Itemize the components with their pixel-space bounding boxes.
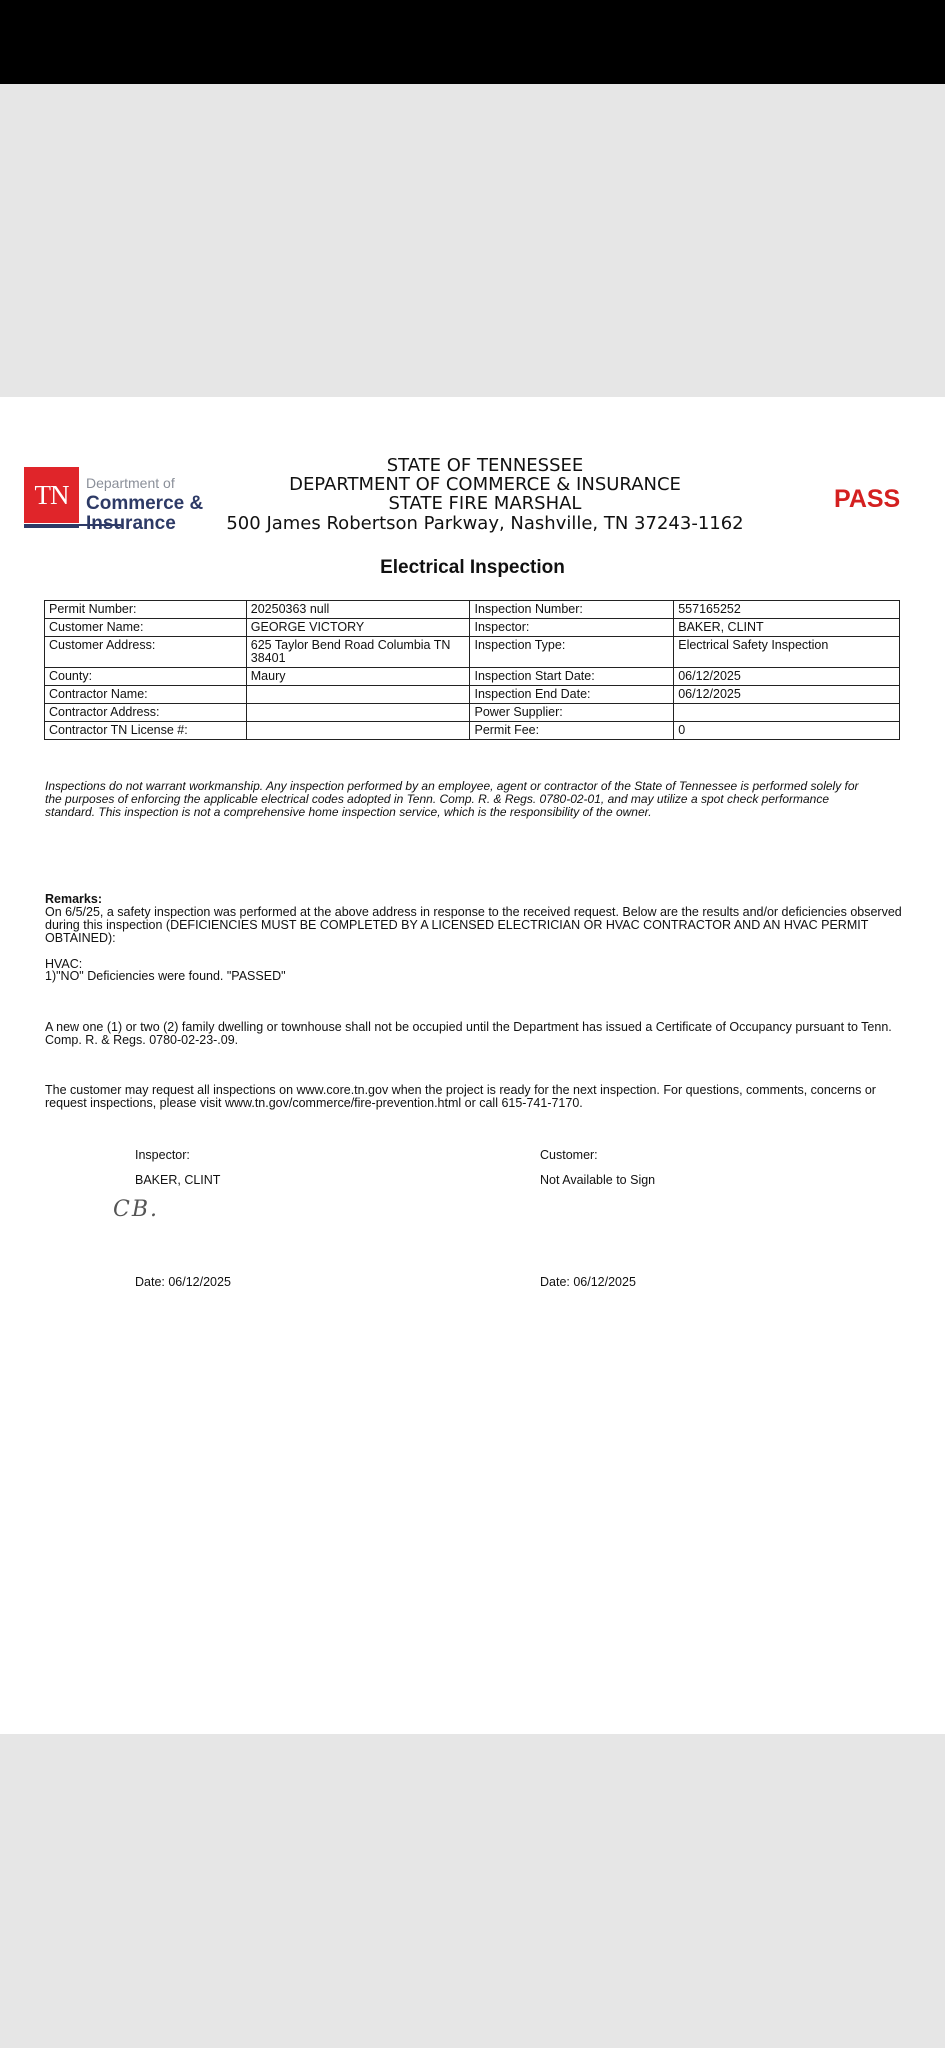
table-row [45,601,900,619]
field-label: Contractor Address: [45,704,247,722]
header-department: DEPARTMENT OF COMMERCE & INSURANCE [289,474,681,495]
field-value: 06/12/2025 [674,668,900,686]
top-bar [0,0,945,84]
field-value [246,722,470,740]
customer-name: Not Available to Sign [540,1173,656,1187]
field-value: 625 Taylor Bend Road Columbia TN 38401 [246,637,470,668]
hvac-result: 1)"NO" Deficiencies were found. "PASSED" [45,969,286,983]
occupancy-note: A new one (1) or two (2) family dwelling or townhouse shall not be occupied until the Department has issued a Certificate of Occupancy pursuant to Tenn. Comp. R. & Regs. 0780-02-23-.09. [45,1020,892,1047]
table-row [45,619,900,637]
field-value: Electrical Safety Inspection [674,637,900,668]
field-value: 06/12/2025 [674,686,900,704]
hvac-label: HVAC: [45,957,83,971]
header-state: STATE OF TENNESSEE [386,455,584,476]
field-value [246,686,470,704]
inspector-name: BAKER, CLINT [135,1173,221,1187]
remarks-text: On 6/5/25, a safety inspection was performed at the above address in response to the received request. Below are the results and/or deficiencies observed during this inspection (DEFICIENCIES MUST BE COMPLETED BY A LICENSED ELECTRICIAN OR HVAC CONTRACTOR AND AN HVAC PERMIT OBTAINED): [45,905,902,945]
field-label: Customer Address: [45,637,247,668]
field-label: County: [45,668,247,686]
field-label: Permit Fee: [470,722,674,740]
logo-text-insurance: Insurance [86,513,176,534]
field-label: Contractor TN License #: [45,722,247,740]
field-value: Maury [246,668,470,686]
field-value: GEORGE VICTORY [246,619,470,637]
document-page [0,397,945,1734]
field-label: Inspection Number: [470,601,674,619]
field-label: Contractor Name: [45,686,247,704]
table-row [45,637,900,668]
field-label: Inspection Start Date: [470,668,674,686]
field-value [674,704,900,722]
inspector-signature: CB. [113,1197,159,1222]
field-value [246,704,470,722]
field-label: Inspection End Date: [470,686,674,704]
field-label: Power Supplier: [470,704,674,722]
field-value: 557165252 [674,601,900,619]
disclaimer: Inspections do not warrant workmanship. Any inspection performed by an employee, agent or contractor of the State of Tennessee is performed solely for the purposes of enforcing the applicable electrical codes adopted in Tenn. Comp. R. & Regs. 0780-02-01, and may utilize a spot check performance standard. This inspection is not a comprehensive home inspection service, which is the responsibility of the owner. [45,779,859,819]
logo-underline [24,524,79,528]
customer-date: Date: 06/12/2025 [540,1275,636,1289]
contact-note: The customer may request all inspections on www.core.tn.gov when the project is ready for the next inspection. For questions, comments, concerns or request inspections, please visit www.tn.gov/commerce/fire-prevention.html or call 615-741-7170. [45,1083,876,1110]
field-value: 20250363 null [246,601,470,619]
logo-text-commerce: Commerce & [86,493,204,514]
status-pass: PASS [834,485,901,513]
field-label: Inspector: [470,619,674,637]
bottom-area [0,1734,945,2048]
field-value: BAKER, CLINT [674,619,900,637]
table-row [45,704,900,722]
field-label: Permit Number: [45,601,247,619]
logo-text-dept: Department of [86,475,175,491]
inspector-label: Inspector: [135,1148,190,1162]
inspection-info-table [44,600,900,740]
inspector-date: Date: 06/12/2025 [135,1275,231,1289]
header-address: 500 James Robertson Parkway, Nashville, TN 37243-1162 [226,513,744,534]
table-row [45,686,900,704]
header-fire-marshal: STATE FIRE MARSHAL [388,493,582,514]
table-row [45,722,900,740]
tn-logo-mark: TN [24,467,79,523]
field-value: 0 [674,722,900,740]
document-title: Electrical Inspection [380,557,565,578]
remarks-label: Remarks: [45,892,102,906]
customer-label: Customer: [540,1148,598,1162]
field-label: Inspection Type: [470,637,674,668]
field-label: Customer Name: [45,619,247,637]
table-row [45,668,900,686]
